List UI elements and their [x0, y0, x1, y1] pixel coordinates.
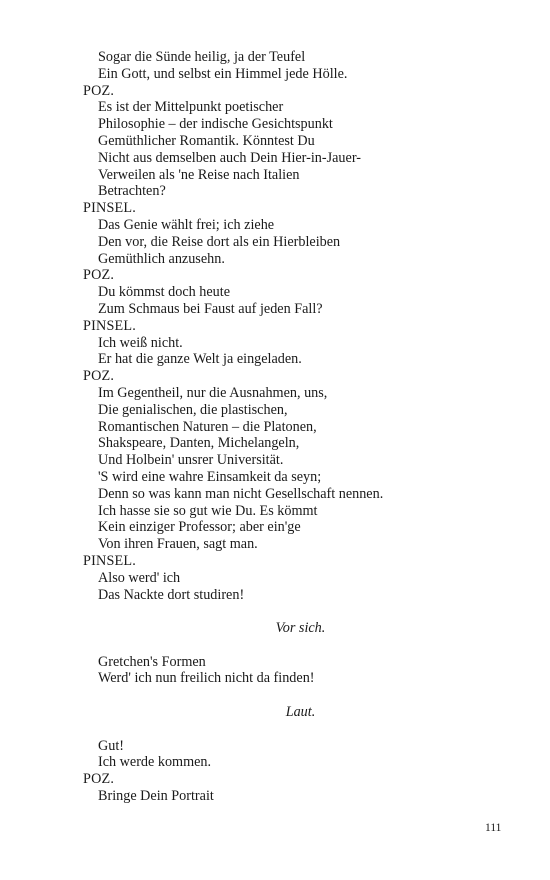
- stage-direction: Laut.: [285, 704, 316, 721]
- speaker-name: POZ.: [83, 771, 115, 788]
- verse-line: Romantischen Naturen – die Platonen,: [98, 418, 317, 435]
- verse-line: Denn so was kann man nicht Gesellschaft nennen.: [98, 485, 384, 502]
- verse-line: Es ist der Mittelpunkt poetischer: [98, 99, 284, 116]
- speaker-name: POZ.: [83, 368, 115, 385]
- verse-line: Im Gegentheil, nur die Ausnahmen, uns,: [98, 384, 328, 401]
- blank-line: [83, 637, 503, 654]
- speaker-name: POZ.: [83, 82, 115, 99]
- verse-line: Die genialischen, die plastischen,: [98, 401, 288, 418]
- verse-line: Er hat die ganze Welt ja eingeladen.: [98, 351, 302, 368]
- speaker-name: PINSEL.: [83, 317, 137, 334]
- speaker-name: POZ.: [83, 267, 115, 284]
- speaker-name: PINSEL.: [83, 552, 137, 569]
- stage-direction: Vor sich.: [275, 620, 326, 637]
- verse-line: Gemüthlich anzusehn.: [98, 250, 225, 267]
- play-text: [83, 49, 503, 805]
- verse-line: Also werd' ich: [98, 569, 181, 586]
- speaker-name: PINSEL.: [83, 200, 137, 217]
- verse-line: Das Nackte dort studiren!: [98, 586, 245, 603]
- verse-line: Ein Gott, und selbst ein Himmel jede Hölle.: [98, 65, 348, 82]
- verse-line: Und Holbein' unsrer Universität.: [98, 452, 284, 469]
- verse-line: Verweilen als 'ne Reise nach Italien: [98, 166, 300, 183]
- verse-line: Philosophie – der indische Gesichtspunkt: [98, 116, 333, 133]
- verse-line: Du kömmst doch heute: [98, 284, 231, 301]
- verse-line: Bringe Dein Portrait: [98, 788, 214, 805]
- verse-line: Ich werde kommen.: [98, 754, 212, 771]
- verse-line: Den vor, die Reise dort als ein Hierbleiben: [98, 233, 341, 250]
- verse-line: Zum Schmaus bei Faust auf jeden Fall?: [98, 300, 323, 317]
- page-number: 111: [485, 822, 502, 834]
- blank-line: [83, 721, 503, 738]
- verse-line: Gemüthlicher Romantik. Könntest Du: [98, 132, 315, 149]
- verse-line: Gretchen's Formen: [98, 653, 206, 670]
- verse-line: Von ihren Frauen, sagt man.: [98, 536, 258, 553]
- verse-line: Betrachten?: [98, 183, 166, 200]
- verse-line: Werd' ich nun freilich nicht da finden!: [98, 670, 315, 687]
- verse-line: Shakspeare, Danten, Michelangeln,: [98, 435, 300, 452]
- verse-line: Ich weiß nicht.: [98, 334, 183, 351]
- verse-line: Kein einziger Professor; aber ein'ge: [98, 519, 301, 536]
- blank-line: [83, 687, 503, 704]
- verse-line: 'S wird eine wahre Einsamkeit da seyn;: [98, 468, 322, 485]
- verse-line: Das Genie wählt frei; ich ziehe: [98, 216, 275, 233]
- blank-line: [83, 603, 503, 620]
- verse-line: Nicht aus demselben auch Dein Hier-in-Jauer-: [98, 149, 361, 166]
- verse-line: Ich hasse sie so gut wie Du. Es kömmt: [98, 502, 318, 519]
- verse-line: Sogar die Sünde heilig, ja der Teufel: [98, 49, 306, 65]
- verse-line: Gut!: [98, 737, 125, 754]
